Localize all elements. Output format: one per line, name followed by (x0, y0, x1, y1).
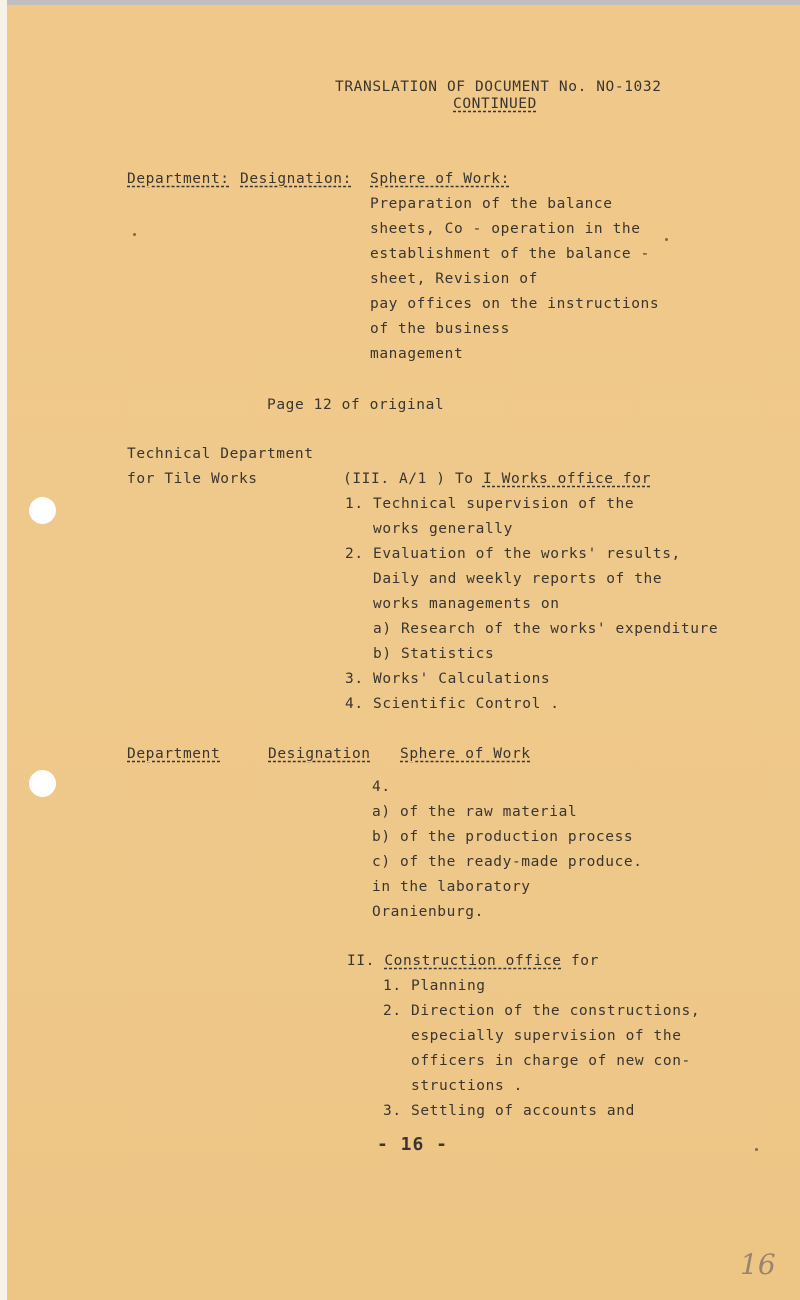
sphere-line: a) of the raw material (372, 804, 578, 820)
works-office-title: I Works office for (482, 471, 651, 487)
scan-speck (133, 233, 136, 236)
list-item: works managements on (345, 596, 560, 612)
list-item: a) Research of the works' expenditure (345, 621, 719, 637)
sphere-line: management (370, 346, 464, 362)
column-header-department: Department (127, 746, 221, 762)
scan-speck (755, 1148, 758, 1151)
page-number: - 16 - (377, 1134, 449, 1155)
scan-speck (665, 238, 668, 241)
punch-hole-upper (29, 497, 56, 524)
document-title: TRANSLATION OF DOCUMENT No. NO-1032 (335, 79, 662, 95)
list-item: 3. Settling of accounts and (383, 1103, 635, 1119)
document-subtitle: CONTINUED (453, 96, 537, 112)
list-item: especially supervision of the (383, 1028, 682, 1044)
list-item: structions . (383, 1078, 523, 1094)
list-item: 1. Planning (383, 978, 486, 994)
scan-edge-left (0, 0, 7, 1300)
sphere-line: establishment of the balance - (370, 246, 650, 262)
construction-office-suffix: for (570, 953, 599, 969)
sphere-line: Preparation of the balance (370, 196, 613, 212)
sphere-line: of the business (370, 321, 510, 337)
sphere-line: b) of the production process (372, 829, 634, 845)
department-name-cont: for Tile Works (127, 471, 258, 487)
sphere-line: pay offices on the instructions (370, 296, 660, 312)
punch-hole-lower (29, 770, 56, 797)
column-header-sphere: Sphere of Work (400, 746, 531, 762)
scan-edge-top (0, 0, 800, 5)
list-item: b) Statistics (345, 646, 495, 662)
original-page-reference: Page 12 of original (267, 397, 445, 413)
list-item: 2. Evaluation of the works' results, (345, 546, 681, 562)
sphere-line: sheets, Co - operation in the (370, 221, 641, 237)
list-item: Daily and weekly reports of the (345, 571, 663, 587)
list-item: works generally (345, 521, 513, 537)
department-name: Technical Department (127, 446, 314, 462)
handwritten-page-number: 16 (740, 1248, 776, 1281)
construction-office-title: Construction office (384, 953, 562, 969)
list-item: 2. Direction of the constructions, (383, 1003, 701, 1019)
sphere-line: Oranienburg. (372, 904, 484, 920)
sphere-line: c) of the ready-made produce. (372, 854, 643, 870)
construction-office-heading (347, 952, 599, 970)
works-office-heading (343, 470, 651, 488)
sphere-line: 4. (372, 779, 391, 795)
column-header-sphere: Sphere of Work: (370, 171, 510, 187)
list-item: 4. Scientific Control . (345, 696, 560, 712)
construction-office-code: II. (347, 953, 375, 969)
list-item: 3. Works' Calculations (345, 671, 551, 687)
list-item: officers in charge of new con- (383, 1053, 691, 1069)
sphere-line: sheet, Revision of (370, 271, 538, 287)
column-header-designation: Designation: (240, 171, 352, 187)
column-header-designation: Designation (268, 746, 371, 762)
list-item: 1. Technical supervision of the (345, 496, 635, 512)
works-office-code: (III. A/1 ) To (343, 471, 474, 487)
column-header-department: Department: (127, 171, 230, 187)
sphere-line: in the laboratory (372, 879, 531, 895)
